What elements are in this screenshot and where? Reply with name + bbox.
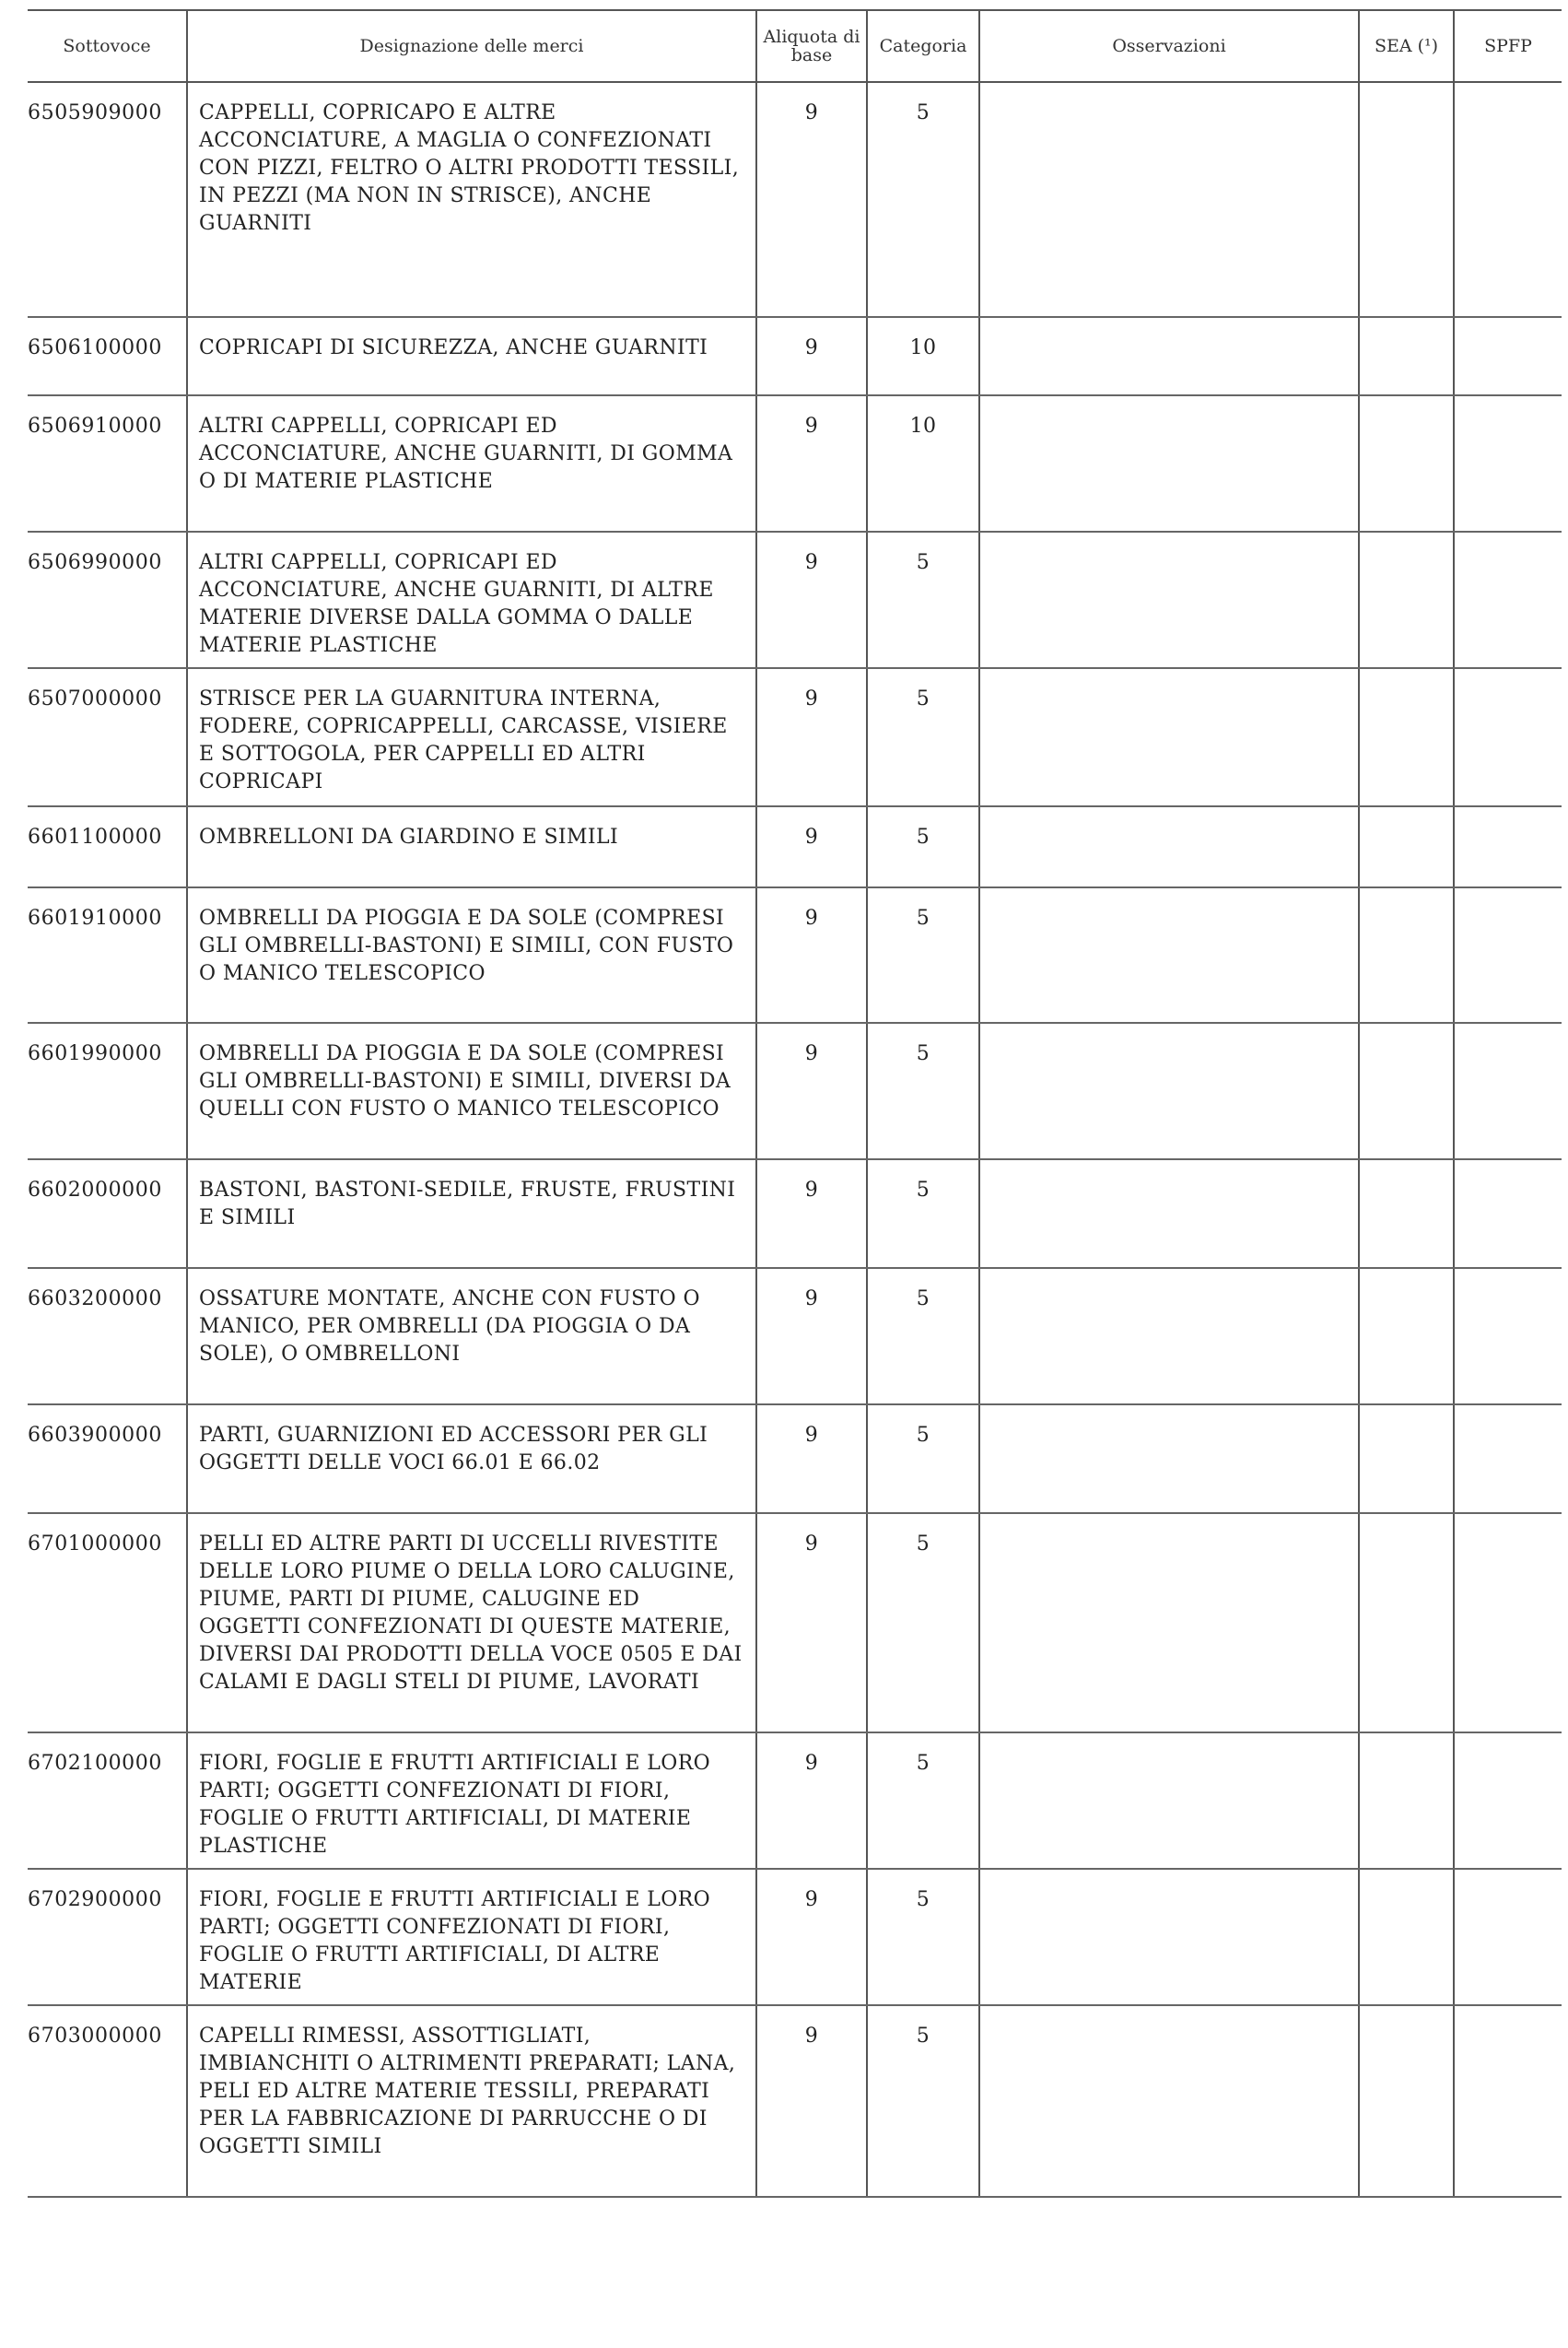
cell-aliquota: 9 — [756, 1404, 867, 1513]
table-row — [28, 82, 1562, 317]
cell-categoria: 5 — [867, 2005, 979, 2197]
cell-spfp — [1454, 2005, 1562, 2197]
cell-sea — [1359, 532, 1454, 668]
cell-code: 6603900000 — [28, 1404, 187, 1513]
cell-description: FIORI, FOGLIE E FRUTTI ARTIFICIALI E LORO PARTI; OGGETTI CONFEZIONATI DI FIORI, FOGLIE O FRUTTI ARTIFICIALI, DI MATERIE PLASTICHE — [187, 1732, 756, 1869]
cell-description: FIORI, FOGLIE E FRUTTI ARTIFICIALI E LORO PARTI; OGGETTI CONFEZIONATI DI FIORI, FOGLIE O FRUTTI ARTIFICIALI, DI ALTRE MATERIE — [187, 1869, 756, 2005]
cell-code: 6601100000 — [28, 806, 187, 887]
cell-code: 6702100000 — [28, 1732, 187, 1869]
cell-categoria: 5 — [867, 806, 979, 887]
cell-spfp — [1454, 317, 1562, 395]
cell-categoria: 5 — [867, 1404, 979, 1513]
cell-aliquota: 9 — [756, 1513, 867, 1732]
col-header-sea: SEA (¹) — [1359, 10, 1454, 82]
table-row — [28, 1732, 1562, 1869]
col-header-spfp: SPFP — [1454, 10, 1562, 82]
cell-description: CAPELLI RIMESSI, ASSOTTIGLIATI, IMBIANCHITI O ALTRIMENTI PREPARATI; LANA, PELI ED ALTRE MATERIE TESSILI, PREPARATI PER LA FABBRICAZIONE DI PARRUCCHE O DI OGGETTI SIMILI — [187, 2005, 756, 2197]
cell-aliquota: 9 — [756, 1732, 867, 1869]
table-row — [28, 532, 1562, 668]
col-header-categoria: Categoria — [867, 10, 979, 82]
cell-sea — [1359, 1404, 1454, 1513]
table-row — [28, 1513, 1562, 1732]
cell-aliquota: 9 — [756, 668, 867, 806]
cell-osservazioni — [979, 1268, 1359, 1404]
cell-categoria: 5 — [867, 532, 979, 668]
table-row — [28, 1404, 1562, 1513]
cell-osservazioni — [979, 1732, 1359, 1869]
cell-spfp — [1454, 1404, 1562, 1513]
cell-aliquota: 9 — [756, 2005, 867, 2197]
cell-categoria: 5 — [867, 1513, 979, 1732]
cell-osservazioni — [979, 82, 1359, 317]
table-row — [28, 1268, 1562, 1404]
cell-spfp — [1454, 532, 1562, 668]
cell-sea — [1359, 395, 1454, 532]
cell-sea — [1359, 1732, 1454, 1869]
cell-spfp — [1454, 1869, 1562, 2005]
cell-sea — [1359, 1513, 1454, 1732]
tariff-page — [28, 9, 1562, 2198]
cell-osservazioni — [979, 668, 1359, 806]
cell-categoria: 5 — [867, 1268, 979, 1404]
cell-sea — [1359, 82, 1454, 317]
cell-aliquota: 9 — [756, 1023, 867, 1159]
table-row — [28, 395, 1562, 532]
cell-spfp — [1454, 1732, 1562, 1869]
cell-categoria: 10 — [867, 395, 979, 532]
cell-description: OSSATURE MONTATE, ANCHE CON FUSTO O MANICO, PER OMBRELLI (DA PIOGGIA O DA SOLE), O OMBRELLONI — [187, 1268, 756, 1404]
table-row — [28, 1023, 1562, 1159]
cell-osservazioni — [979, 1869, 1359, 2005]
cell-osservazioni — [979, 395, 1359, 532]
cell-aliquota: 9 — [756, 532, 867, 668]
cell-sea — [1359, 1023, 1454, 1159]
cell-aliquota: 9 — [756, 1268, 867, 1404]
cell-spfp — [1454, 1513, 1562, 1732]
cell-spfp — [1454, 82, 1562, 317]
table-row — [28, 806, 1562, 887]
cell-aliquota: 9 — [756, 806, 867, 887]
table-row — [28, 317, 1562, 395]
tariff-table — [28, 9, 1562, 2198]
cell-spfp — [1454, 395, 1562, 532]
cell-sea — [1359, 806, 1454, 887]
cell-categoria: 5 — [867, 1869, 979, 2005]
cell-sea — [1359, 2005, 1454, 2197]
cell-code: 6703000000 — [28, 2005, 187, 2197]
cell-sea — [1359, 668, 1454, 806]
col-header-sottovoce: Sottovoce — [28, 10, 187, 82]
cell-aliquota: 9 — [756, 1159, 867, 1268]
cell-description: STRISCE PER LA GUARNITURA INTERNA, FODERE, COPRICAPPELLI, CARCASSE, VISIERE E SOTTOGOLA, PER CAPPELLI ED ALTRI COPRICAPI — [187, 668, 756, 806]
header-row — [28, 10, 1562, 82]
cell-spfp — [1454, 1023, 1562, 1159]
cell-spfp — [1454, 1268, 1562, 1404]
table-header — [28, 10, 1562, 82]
cell-aliquota: 9 — [756, 82, 867, 317]
cell-code: 6506910000 — [28, 395, 187, 532]
cell-aliquota: 9 — [756, 887, 867, 1023]
col-header-aliquota: Aliquota di base — [756, 10, 867, 82]
cell-osservazioni — [979, 1159, 1359, 1268]
cell-spfp — [1454, 1159, 1562, 1268]
col-header-designazione: Designazione delle merci — [187, 10, 756, 82]
cell-categoria: 5 — [867, 82, 979, 317]
cell-osservazioni — [979, 317, 1359, 395]
cell-description: OMBRELLONI DA GIARDINO E SIMILI — [187, 806, 756, 887]
cell-description: ALTRI CAPPELLI, COPRICAPI ED ACCONCIATURE, ANCHE GUARNITI, DI ALTRE MATERIE DIVERSE DALLA GOMMA O DALLE MATERIE PLASTICHE — [187, 532, 756, 668]
cell-osservazioni — [979, 532, 1359, 668]
table-row — [28, 1159, 1562, 1268]
cell-code: 6601990000 — [28, 1023, 187, 1159]
cell-description: CAPPELLI, COPRICAPO E ALTRE ACCONCIATURE, A MAGLIA O CONFEZIONATI CON PIZZI, FELTRO O ALTRI PRODOTTI TESSILI, IN PEZZI (MA NON IN STRISCE), ANCHE GUARNITI — [187, 82, 756, 317]
cell-osservazioni — [979, 1023, 1359, 1159]
table-row — [28, 668, 1562, 806]
cell-description: OMBRELLI DA PIOGGIA E DA SOLE (COMPRESI GLI OMBRELLI-BASTONI) E SIMILI, CON FUSTO O MANICO TELESCOPICO — [187, 887, 756, 1023]
cell-description: PELLI ED ALTRE PARTI DI UCCELLI RIVESTITE DELLE LORO PIUME O DELLA LORO CALUGINE, PIUME, PARTI DI PIUME, CALUGINE ED OGGETTI CONFEZIONATI DI QUESTE MATERIE, DIVERSI DAI PRODOTTI DELLA VOCE 0505 E DAI CALAMI E DAGLI STELI DI PIUME, LAVORATI — [187, 1513, 756, 1732]
cell-osservazioni — [979, 2005, 1359, 2197]
cell-sea — [1359, 317, 1454, 395]
cell-sea — [1359, 1268, 1454, 1404]
cell-description: BASTONI, BASTONI-SEDILE, FRUSTE, FRUSTINI E SIMILI — [187, 1159, 756, 1268]
col-header-osservazioni: Osservazioni — [979, 10, 1359, 82]
cell-code: 6602000000 — [28, 1159, 187, 1268]
table-body — [28, 82, 1562, 2197]
cell-description: OMBRELLI DA PIOGGIA E DA SOLE (COMPRESI GLI OMBRELLI-BASTONI) E SIMILI, DIVERSI DA QUELLI CON FUSTO O MANICO TELESCOPICO — [187, 1023, 756, 1159]
cell-categoria: 5 — [867, 1732, 979, 1869]
cell-categoria: 10 — [867, 317, 979, 395]
cell-code: 6603200000 — [28, 1268, 187, 1404]
table-row — [28, 887, 1562, 1023]
cell-osservazioni — [979, 887, 1359, 1023]
cell-categoria: 5 — [867, 887, 979, 1023]
cell-spfp — [1454, 806, 1562, 887]
cell-code: 6701000000 — [28, 1513, 187, 1732]
cell-aliquota: 9 — [756, 317, 867, 395]
cell-code: 6507000000 — [28, 668, 187, 806]
cell-sea — [1359, 1869, 1454, 2005]
cell-code: 6702900000 — [28, 1869, 187, 2005]
cell-code: 6601910000 — [28, 887, 187, 1023]
cell-description: PARTI, GUARNIZIONI ED ACCESSORI PER GLI OGGETTI DELLE VOCI 66.01 E 66.02 — [187, 1404, 756, 1513]
cell-code: 6506990000 — [28, 532, 187, 668]
cell-aliquota: 9 — [756, 395, 867, 532]
cell-description: COPRICAPI DI SICUREZZA, ANCHE GUARNITI — [187, 317, 756, 395]
cell-categoria: 5 — [867, 1023, 979, 1159]
cell-osservazioni — [979, 1513, 1359, 1732]
cell-sea — [1359, 887, 1454, 1023]
cell-categoria: 5 — [867, 668, 979, 806]
cell-sea — [1359, 1159, 1454, 1268]
cell-spfp — [1454, 668, 1562, 806]
cell-spfp — [1454, 887, 1562, 1023]
cell-osservazioni — [979, 1404, 1359, 1513]
table-row — [28, 1869, 1562, 2005]
cell-osservazioni — [979, 806, 1359, 887]
cell-code: 6506100000 — [28, 317, 187, 395]
cell-categoria: 5 — [867, 1159, 979, 1268]
cell-description: ALTRI CAPPELLI, COPRICAPI ED ACCONCIATURE, ANCHE GUARNITI, DI GOMMA O DI MATERIE PLASTICHE — [187, 395, 756, 532]
table-row — [28, 2005, 1562, 2197]
cell-code: 6505909000 — [28, 82, 187, 317]
cell-aliquota: 9 — [756, 1869, 867, 2005]
